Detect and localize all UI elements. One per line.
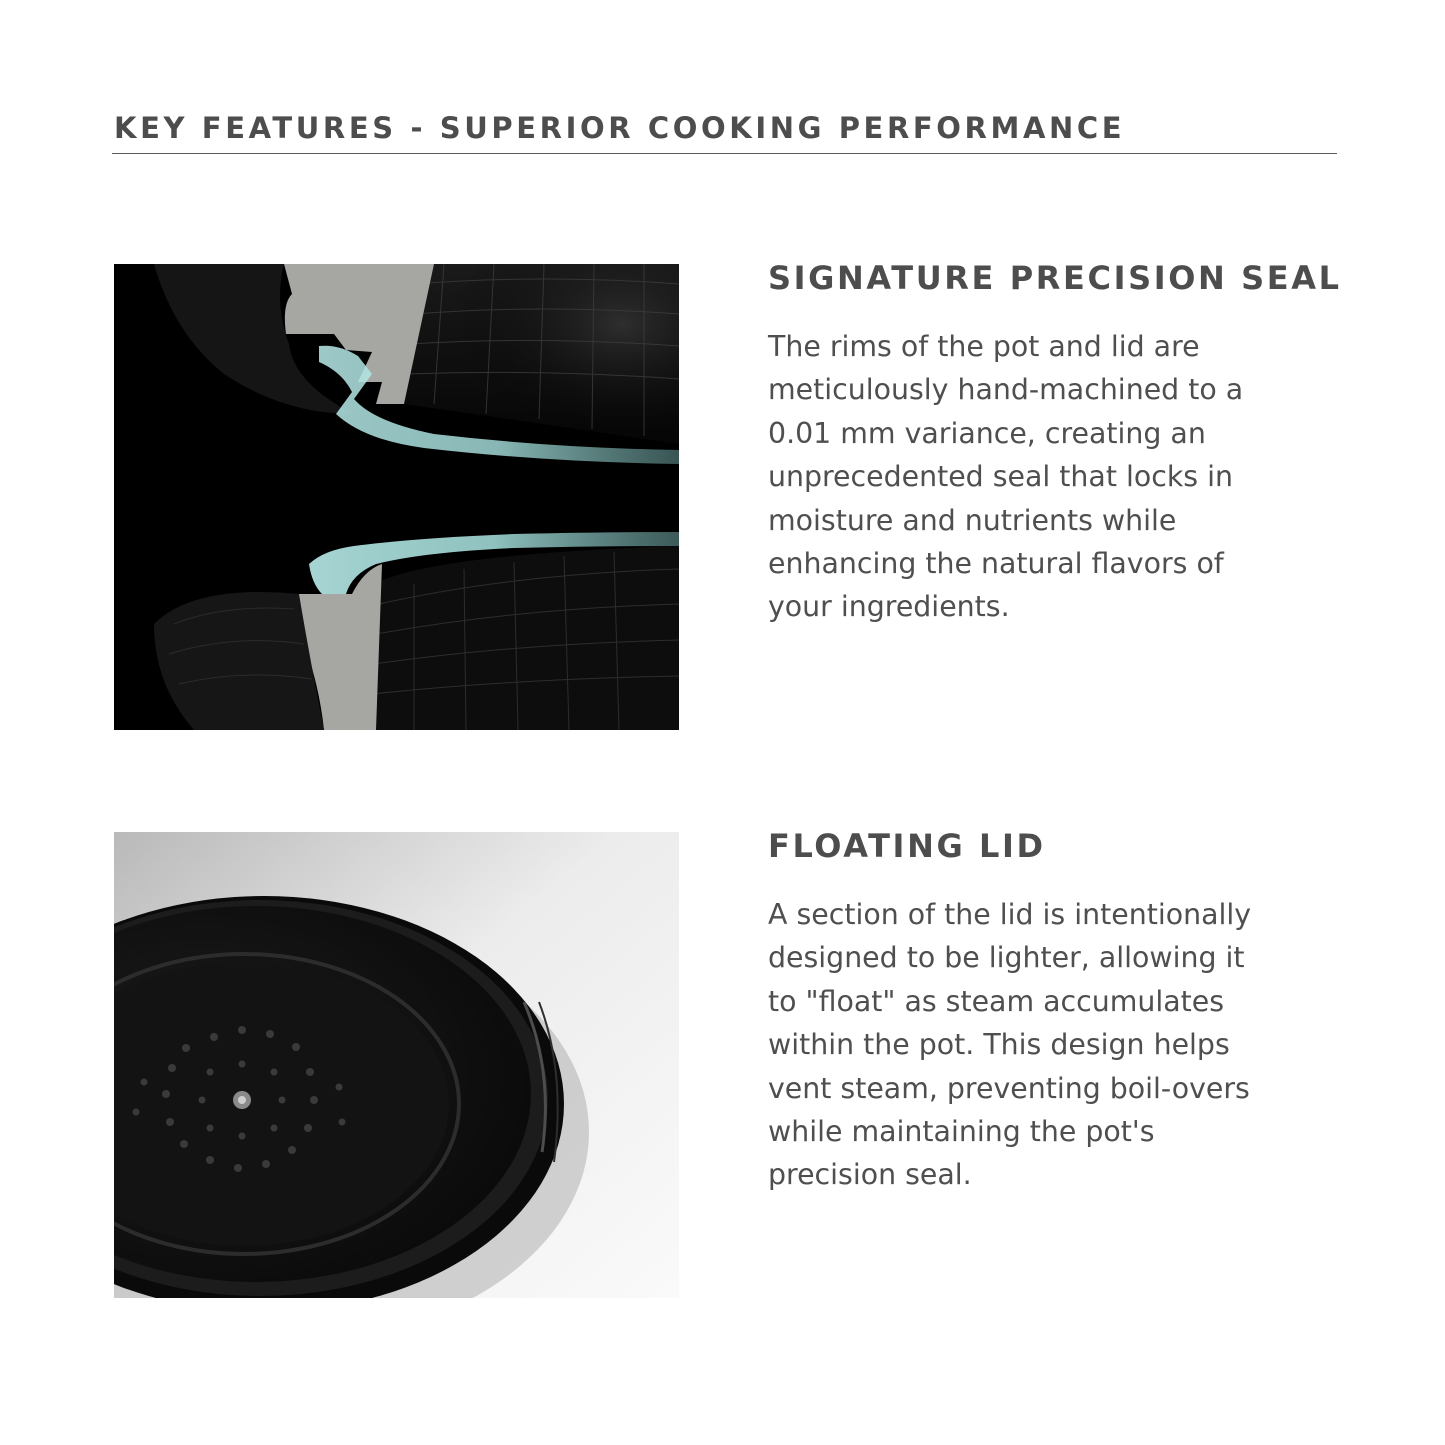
- description-line: unprecedented seal that locks in: [768, 460, 1233, 494]
- feature-description: [768, 893, 1408, 1197]
- floating-lid-image: [114, 832, 679, 1298]
- feature-floating-lid: [768, 824, 1408, 1197]
- description-line: vent steam, preventing boil-overs: [768, 1071, 1250, 1105]
- title-divider: [112, 153, 1337, 154]
- description-line: within the pot. This design helps: [768, 1028, 1230, 1062]
- description-line: precision seal.: [768, 1158, 972, 1192]
- description-line: moisture and nutrients while: [768, 503, 1177, 537]
- feature-heading: SIGNATURE PRECISION SEAL: [768, 259, 1342, 297]
- description-line: The rims of the pot and lid are: [768, 330, 1200, 363]
- page-header: [114, 108, 1337, 148]
- description-line: enhancing the natural flavors of: [768, 547, 1224, 581]
- feature-heading: FLOATING LID: [768, 827, 1046, 865]
- precision-seal-cutaway-image: [114, 264, 679, 730]
- feature-description: [768, 325, 1408, 629]
- description-line: 0.01 mm variance, creating an: [768, 416, 1206, 450]
- description-line: A section of the lid is intentionally: [768, 898, 1252, 931]
- description-line: while maintaining the pot's: [768, 1115, 1155, 1149]
- description-line: your ingredients.: [768, 590, 1010, 624]
- description-line: to "float" as steam accumulates: [768, 984, 1225, 1018]
- page-title: KEY FEATURES - SUPERIOR COOKING PERFORMANCE: [114, 111, 1126, 145]
- feature-precision-seal: [768, 256, 1408, 629]
- description-line: designed to be lighter, allowing it: [768, 941, 1245, 975]
- description-line: meticulously hand-machined to a: [768, 373, 1244, 407]
